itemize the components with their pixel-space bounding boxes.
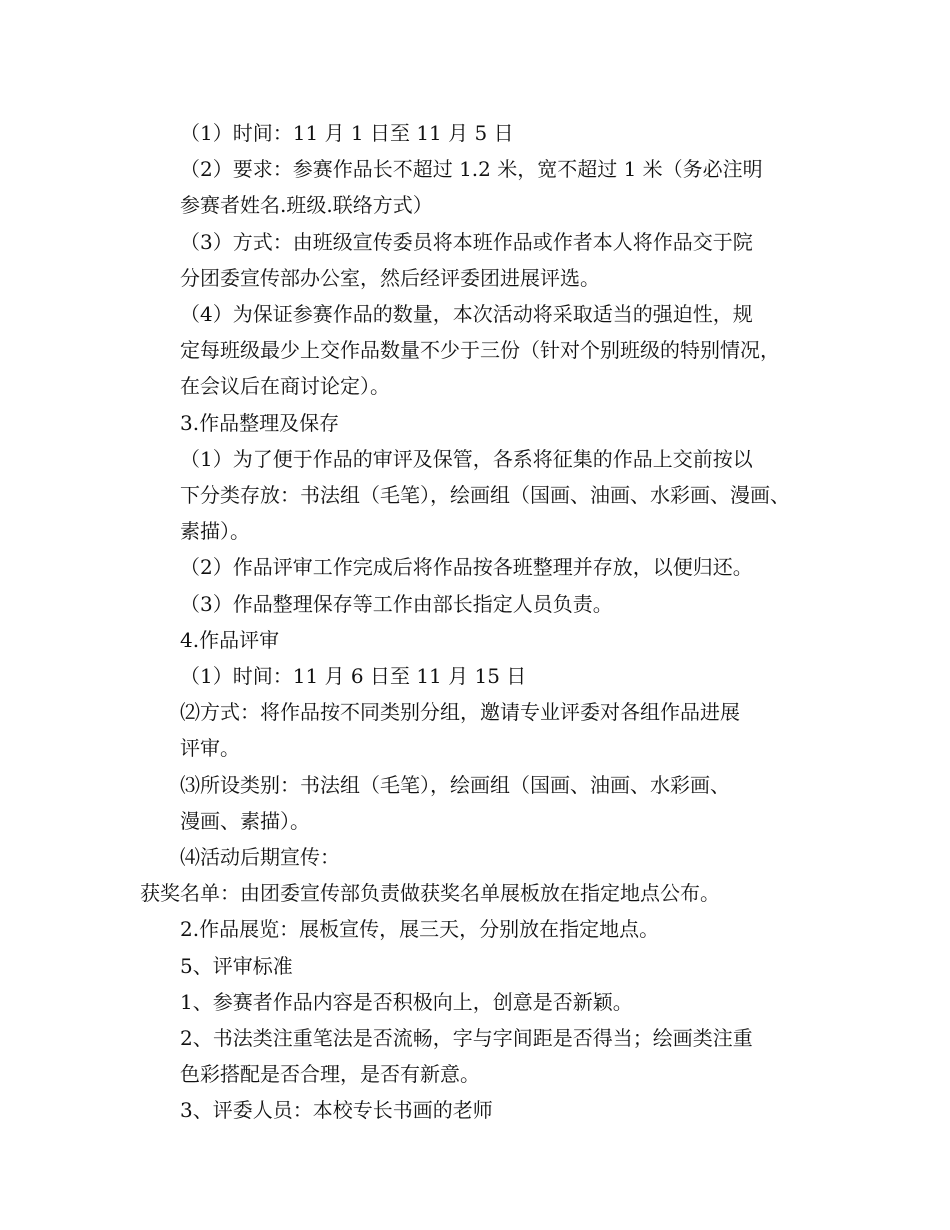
- paragraph-storage-categories: [140, 441, 820, 550]
- text-line: （1）时间：11 月 1 日至 11 月 5 日: [180, 121, 514, 145]
- text-line: 素描）。: [180, 519, 250, 544]
- text-line: 1、参赛者作品内容是否积极向上，创意是否新颖。: [180, 989, 633, 1014]
- text-line: 3、评委人员：本校专长书画的老师: [180, 1098, 493, 1123]
- text-line: （3）方式：由班级宣传委员将本班作品或作者本人将作品交于院: [180, 229, 753, 254]
- document-page: [140, 115, 820, 1129]
- paragraph-phase-time: [140, 115, 820, 151]
- section-heading-organize: [140, 405, 820, 441]
- paragraph-criteria-3: [140, 1092, 820, 1128]
- text-line: （3）作品整理保存等工作由部长指定人员负责。: [180, 591, 613, 616]
- text-line: 4.作品评审: [180, 627, 280, 652]
- paragraph-method: [140, 224, 820, 296]
- text-line: （2）要求：参赛作品长不超过 1.2 米，宽不超过 1 米（务必注明: [180, 157, 763, 182]
- text-line: 漫画、素描）。: [180, 808, 310, 833]
- text-line: 下分类存放：书法组（毛笔），绘画组（国画、油画、水彩画、漫画、: [180, 483, 790, 508]
- text-line: 参赛者姓名.班级.联络方式）: [180, 193, 433, 218]
- text-line: 色彩搭配是否合理，是否有新意。: [180, 1062, 480, 1087]
- paragraph-criteria-1: [140, 984, 820, 1020]
- paragraph-exhibition: [140, 911, 820, 947]
- paragraph-review-method: [140, 694, 820, 766]
- text-line: （2）作品评审工作完成后将作品按各班整理并存放，以便归还。: [180, 555, 753, 580]
- text-line: （1）时间：11 月 6 日至 11 月 15 日: [180, 664, 527, 689]
- paragraph-criteria-2: [140, 1020, 820, 1092]
- section-heading-criteria: [140, 948, 820, 984]
- text-line: ⑷活动后期宣传：: [180, 845, 340, 870]
- paragraph-quantity: [140, 296, 820, 405]
- text-line: （4）为保证参赛作品的数量，本次活动将采取适当的强迫性，规: [180, 302, 753, 327]
- text-line: 3.作品整理及保存: [180, 410, 340, 435]
- section-heading-review: [140, 622, 820, 658]
- text-line: 2.作品展览：展板宣传，展三天，分别放在指定地点。: [180, 917, 660, 942]
- text-line: 分团委宣传部办公室，然后经评委团进展评选。: [180, 265, 600, 290]
- text-line: ⑶所设类别：书法组（毛笔），绘画组（国画、油画、水彩画、: [180, 772, 730, 797]
- paragraph-categories: [140, 767, 820, 839]
- text-line: 评审。: [180, 736, 240, 761]
- paragraph-winners-list: [140, 875, 820, 911]
- text-line: （1）为了便于作品的审评及保管，各系将征集的作品上交前按以: [180, 446, 753, 471]
- text-line: 在会议后在商讨论定）。: [180, 374, 390, 399]
- text-line: 5、评审标准: [180, 953, 293, 978]
- text-line: ⑵方式：将作品按不同类别分组，邀请专业评委对各组作品进展: [180, 700, 740, 725]
- paragraph-publicity: [140, 839, 820, 875]
- text-line: 2、书法类注重笔法是否流畅，字与字间距是否得当；绘画类注重: [180, 1026, 753, 1051]
- paragraph-responsibility: [140, 586, 820, 622]
- paragraph-return: [140, 549, 820, 585]
- paragraph-requirements: [140, 151, 820, 223]
- paragraph-review-time: [140, 658, 820, 694]
- text-line: 定每班级最少上交作品数量不少于三份（针对个别班级的特别情况，: [180, 338, 780, 363]
- text-line: 获奖名单：由团委宣传部负责做获奖名单展板放在指定地点公布。: [140, 881, 720, 906]
